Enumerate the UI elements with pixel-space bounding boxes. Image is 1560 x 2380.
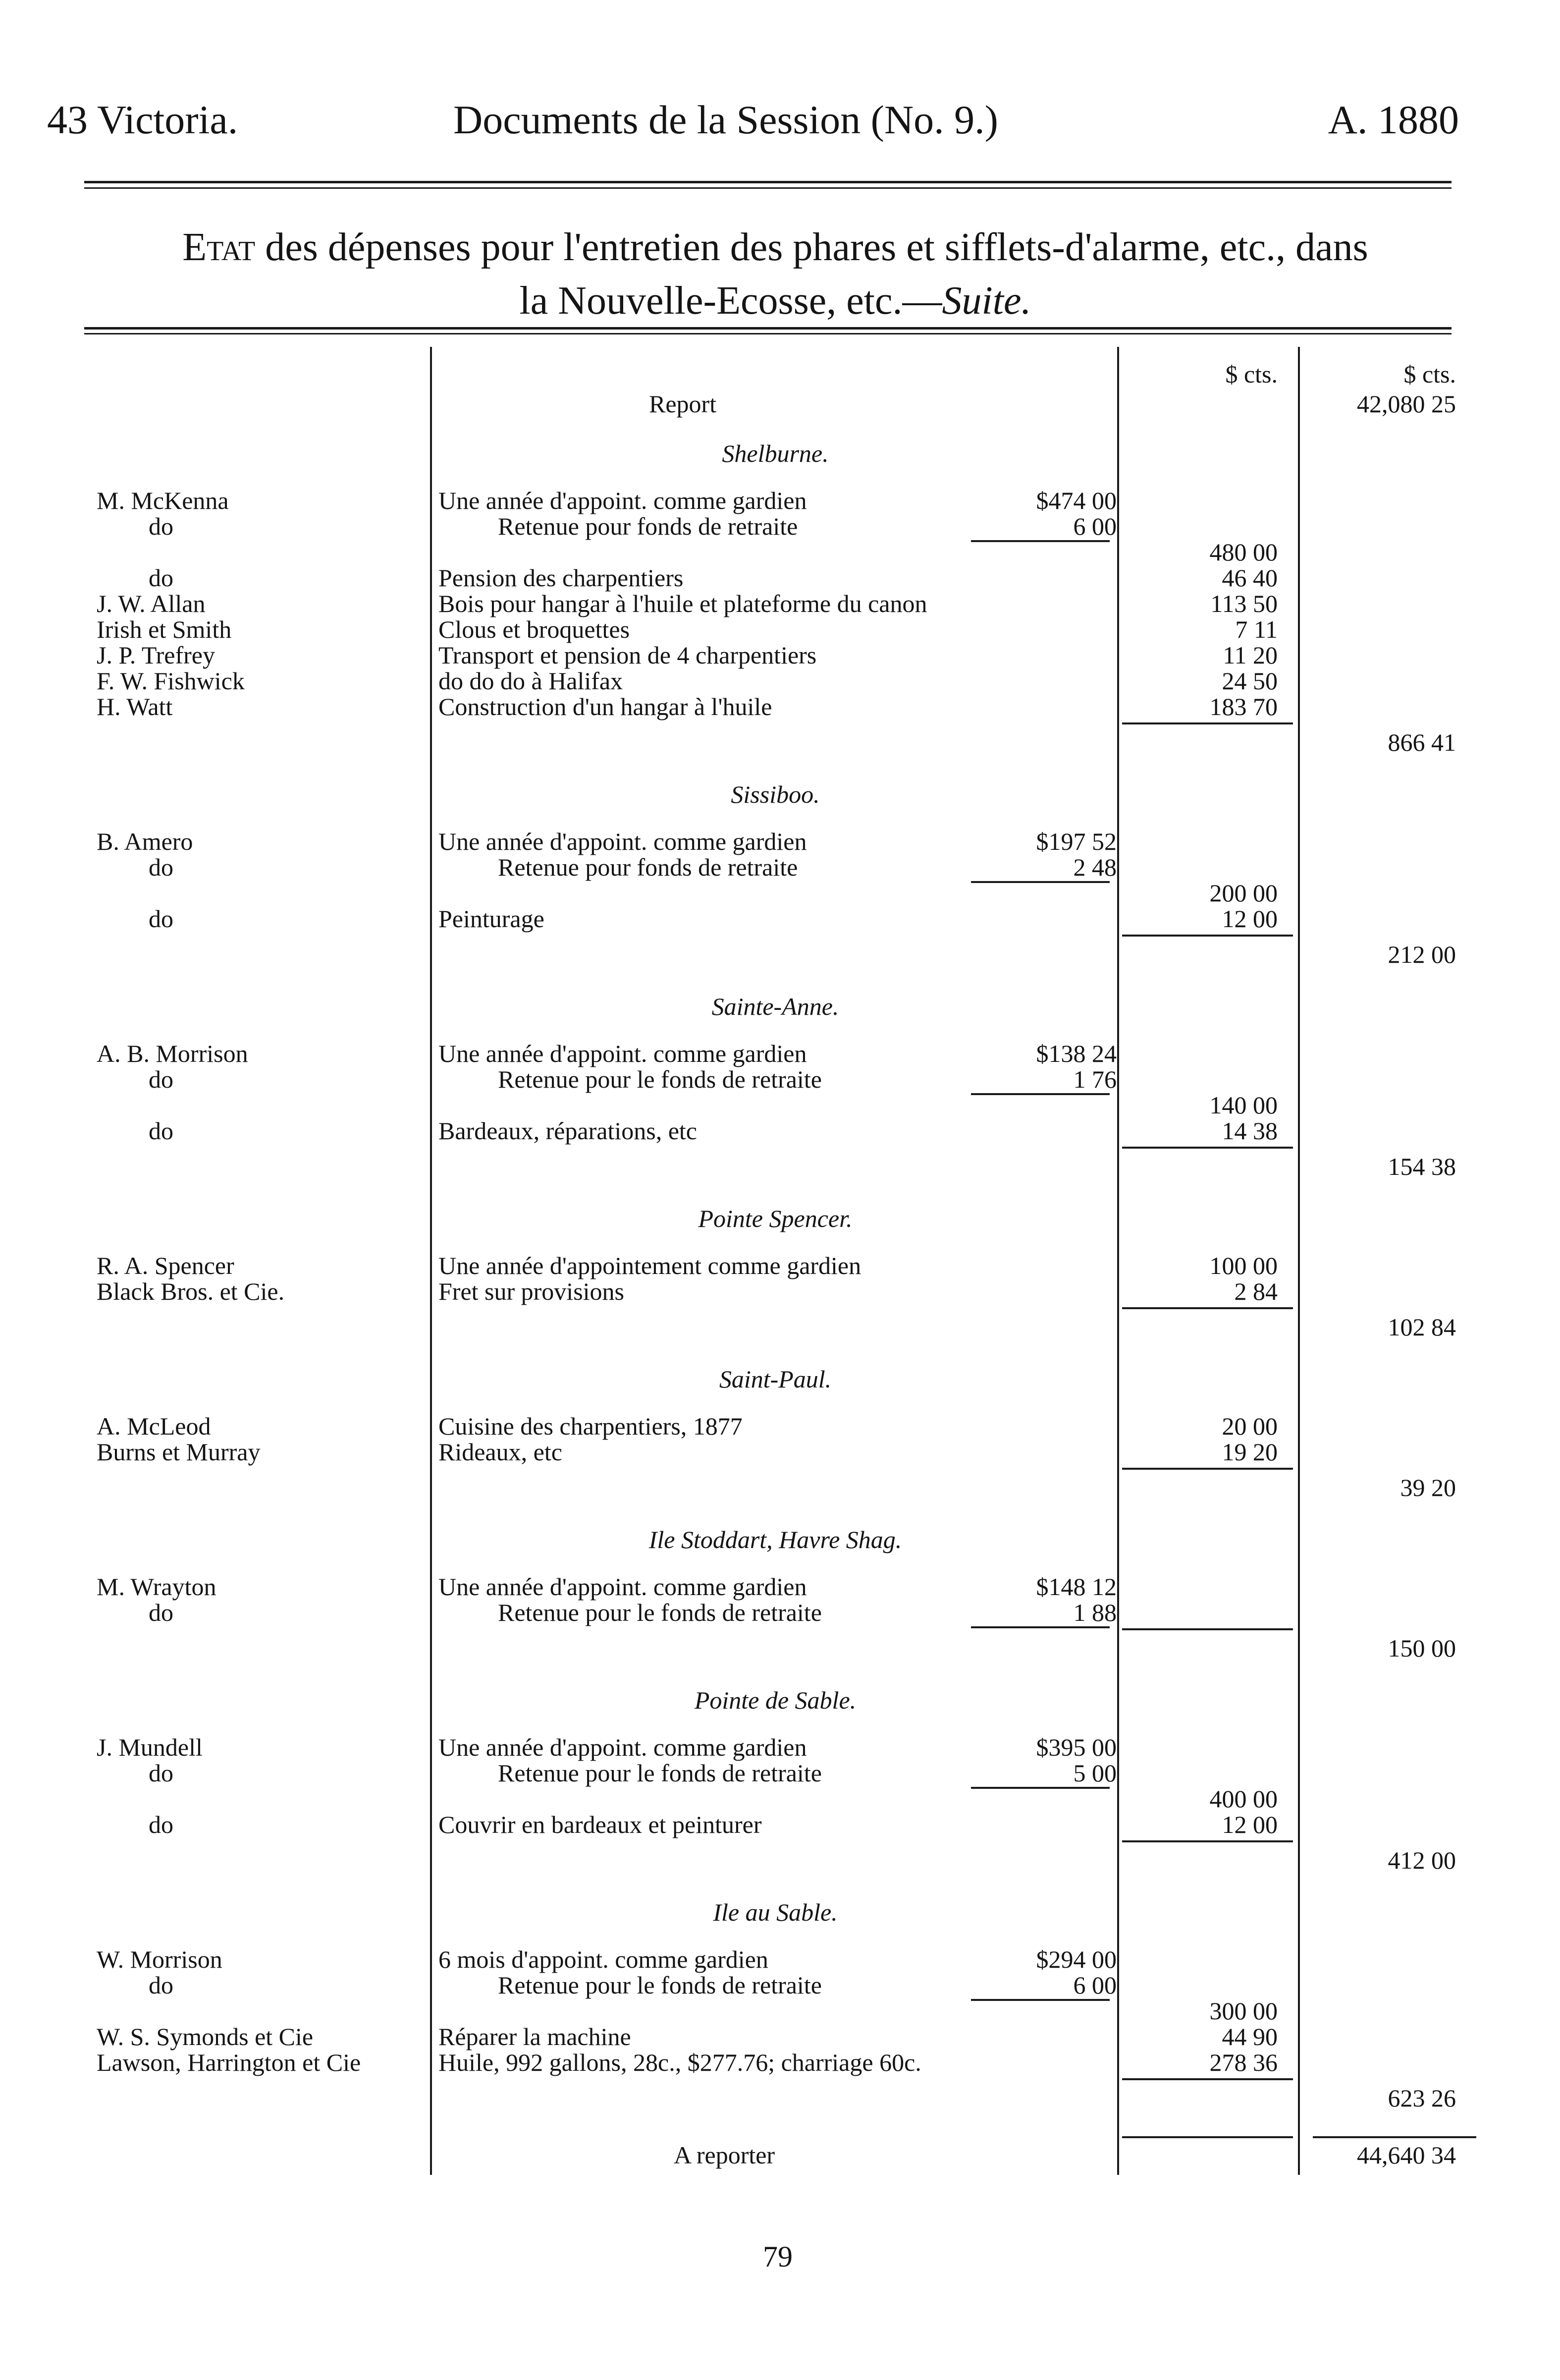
expense-description: Une année d'appoint. comme gardien: [438, 1733, 807, 1761]
expense-description: Couvrir en bardeaux et peinturer: [438, 1811, 762, 1838]
payee-name: R. A. Spencer: [97, 1252, 234, 1279]
cents-column-header: $ cts.: [1225, 360, 1278, 388]
payee-name: A. B. Morrison: [97, 1040, 248, 1067]
payee-name: J. Mundell: [97, 1733, 203, 1761]
line-amount: 19 20: [1222, 1438, 1278, 1466]
section-sum-rule: [1122, 935, 1293, 937]
sub-amount: $395 00: [1036, 1733, 1117, 1761]
payee-name: Black Bros. et Cie.: [97, 1277, 285, 1305]
sub-amount: 5 00: [1073, 1759, 1117, 1787]
expense-description: Une année d'appoint. comme gardien: [438, 828, 807, 855]
payee-name: M. Wrayton: [97, 1573, 216, 1601]
payee-name: F. W. Fishwick: [97, 667, 245, 695]
sub-amount: 2 48: [1073, 853, 1117, 881]
sub-amount: 6 00: [1073, 512, 1117, 540]
line-amount: 24 50: [1222, 667, 1278, 695]
payee-name: do: [149, 1065, 173, 1093]
payee-name: do: [149, 1971, 173, 1999]
expense-description: Retenue pour le fonds de retraite: [498, 1759, 822, 1787]
expense-description: Bardeaux, réparations, etc: [438, 1117, 697, 1145]
payee-name: H. Watt: [97, 693, 173, 720]
running-header: [47, 97, 1459, 151]
payee-name: do: [149, 1117, 173, 1145]
sub-amount: $138 24: [1036, 1040, 1117, 1067]
column-separator: [430, 347, 432, 2175]
section-total: 102 84: [1388, 1313, 1456, 1341]
expense-description: Bois pour hangar à l'huile et plateforme du canon: [438, 590, 927, 617]
subtotal-rule: [971, 1787, 1110, 1789]
expense-description: Réparer la machine: [438, 2023, 631, 2050]
section-title: Sissiboo.: [731, 780, 820, 808]
expense-description: Peinturage: [438, 905, 544, 933]
title-line1: des dépenses pour l'entretien des phares et sifflets-d'alarme, etc., dans: [265, 225, 1368, 269]
payee-name: do: [149, 512, 173, 540]
payee-name: do: [149, 905, 173, 933]
expense-description: Cuisine des charpentiers, 1877: [438, 1412, 743, 1440]
section-sum-rule: [1122, 1147, 1293, 1149]
section-sum-rule: [1122, 1307, 1293, 1309]
header-year: A. 1880: [1328, 97, 1459, 142]
section-total: 412 00: [1388, 1846, 1456, 1874]
line-amount: 100 00: [1209, 1252, 1278, 1279]
line-amount: 7 11: [1235, 615, 1278, 643]
expense-description: Rideaux, etc: [438, 1438, 562, 1466]
expense-description: Une année d'appoint. comme gardien: [438, 1040, 807, 1067]
section-title: Sainte-Anne.: [711, 993, 839, 1020]
column-separator: [1298, 347, 1300, 2175]
expense-description: Une année d'appointement comme gardien: [438, 1252, 861, 1279]
sub-amount: $294 00: [1036, 1945, 1117, 1973]
sub-amount: 1 76: [1073, 1065, 1117, 1093]
expense-description: Pension des charpentiers: [438, 564, 684, 592]
expense-description: Retenue pour le fonds de retraite: [498, 1599, 822, 1626]
subtotal-rule: [971, 1626, 1110, 1628]
section-sum-rule: [1122, 1840, 1293, 1842]
line-amount: 300 00: [1209, 1997, 1278, 2025]
section-title: Pointe de Sable.: [694, 1686, 857, 1714]
line-amount: 14 38: [1222, 1117, 1278, 1145]
title-lead: Etat: [182, 225, 256, 269]
expense-description: Clous et broquettes: [438, 615, 630, 643]
header-volume: 43 Victoria.: [47, 97, 238, 142]
section-total: 150 00: [1388, 1634, 1456, 1662]
expense-description: Transport et pension de 4 charpentiers: [438, 641, 817, 669]
section-total: 623 26: [1388, 2084, 1456, 2112]
section-total: 212 00: [1388, 941, 1456, 968]
footer-rule-total: [1313, 2136, 1476, 2138]
expense-description: Retenue pour le fonds de retraite: [498, 1065, 822, 1093]
subtotal-rule: [971, 1093, 1110, 1095]
header-rule-top: [84, 181, 1452, 183]
expense-description: 6 mois d'appoint. comme gardien: [438, 1945, 768, 1973]
expense-description: Construction d'un hangar à l'huile: [438, 693, 772, 720]
reporter-label: A reporter: [674, 2141, 775, 2169]
section-total: 866 41: [1388, 728, 1456, 756]
sub-amount: $148 12: [1036, 1573, 1117, 1601]
report-total: 42,080 25: [1357, 390, 1456, 418]
payee-name: do: [149, 853, 173, 881]
line-amount: 46 40: [1222, 564, 1278, 592]
payee-name: B. Amero: [97, 828, 193, 855]
column-separator: [1117, 347, 1119, 2175]
subtotal-rule: [971, 540, 1110, 542]
totals-column-header: $ cts.: [1403, 360, 1456, 388]
sub-amount: 6 00: [1073, 1971, 1117, 1999]
section-title: Ile Stoddart, Havre Shag.: [648, 1526, 902, 1553]
line-amount: 113 50: [1210, 590, 1278, 617]
expense-description: Une année d'appoint. comme gardien: [438, 487, 807, 514]
section-title: Saint-Paul.: [719, 1365, 832, 1393]
payee-name: do: [149, 1599, 173, 1626]
sub-amount: $197 52: [1036, 828, 1117, 855]
line-amount: 12 00: [1222, 905, 1278, 933]
line-amount: 12 00: [1222, 1811, 1278, 1838]
line-amount: 400 00: [1209, 1785, 1278, 1813]
payee-name: Irish et Smith: [97, 615, 232, 643]
subtotal-rule: [971, 881, 1110, 883]
expense-description: do do do à Halifax: [438, 667, 623, 695]
header-rule-bottom: [84, 187, 1452, 189]
report-label: Report: [649, 390, 717, 418]
title-line2: la Nouvelle-Ecosse, etc.—: [519, 279, 942, 323]
line-amount: 20 00: [1222, 1412, 1278, 1440]
payee-name: J. P. Trefrey: [97, 641, 215, 669]
line-amount: 2 84: [1234, 1277, 1278, 1305]
line-amount: 183 70: [1209, 693, 1278, 720]
section-title: Pointe Spencer.: [698, 1205, 853, 1232]
page-number: 79: [763, 2240, 793, 2273]
payee-name: W. S. Symonds et Cie: [97, 2023, 314, 2050]
section-title: Ile au Sable.: [713, 1898, 838, 1926]
title-suite: Suite.: [942, 279, 1031, 323]
payee-name: Burns et Murray: [97, 1438, 261, 1466]
payee-name: W. Morrison: [97, 1945, 222, 1973]
reporter-total: 44,640 34: [1357, 2141, 1456, 2169]
payee-name: J. W. Allan: [97, 590, 206, 617]
expense-description: Retenue pour fonds de retraite: [498, 512, 798, 540]
line-amount: 480 00: [1209, 538, 1278, 566]
section-sum-rule: [1122, 1628, 1293, 1630]
section-title: Shelburne.: [722, 440, 829, 467]
section-sum-rule: [1122, 1468, 1293, 1470]
expense-description: Huile, 992 gallons, 28c., $277.76; charriage 60c.: [438, 2048, 921, 2076]
payee-name: A. McLeod: [97, 1412, 211, 1440]
section-sum-rule: [1122, 722, 1293, 724]
payee-name: do: [149, 1759, 173, 1787]
footer-rule-cents: [1122, 2136, 1293, 2138]
section-total: 154 38: [1388, 1153, 1456, 1180]
line-amount: 11 20: [1223, 641, 1278, 669]
sub-amount: 1 88: [1073, 1599, 1117, 1626]
expense-description: Retenue pour fonds de retraite: [498, 853, 798, 881]
payee-name: do: [149, 564, 173, 592]
line-amount: 44 90: [1222, 2023, 1278, 2050]
payee-name: M. McKenna: [97, 487, 229, 514]
line-amount: 278 36: [1209, 2048, 1278, 2076]
line-amount: 140 00: [1209, 1091, 1278, 1119]
sub-amount: $474 00: [1036, 487, 1117, 514]
payee-name: Lawson, Harrington et Cie: [97, 2048, 361, 2076]
title-rule-top: [84, 327, 1452, 330]
expense-description: Une année d'appoint. comme gardien: [438, 1573, 807, 1601]
section-total: 39 20: [1400, 1474, 1456, 1501]
header-title: Documents de la Session (No. 9.): [453, 97, 998, 142]
expense-description: Fret sur provisions: [438, 1277, 624, 1305]
line-amount: 200 00: [1209, 879, 1278, 907]
subtotal-rule: [971, 1999, 1110, 2001]
statement-title: [74, 221, 1476, 328]
section-sum-rule: [1122, 2078, 1293, 2080]
payee-name: do: [149, 1811, 173, 1838]
title-rule-bottom: [84, 333, 1452, 334]
expense-description: Retenue pour le fonds de retraite: [498, 1971, 822, 1999]
